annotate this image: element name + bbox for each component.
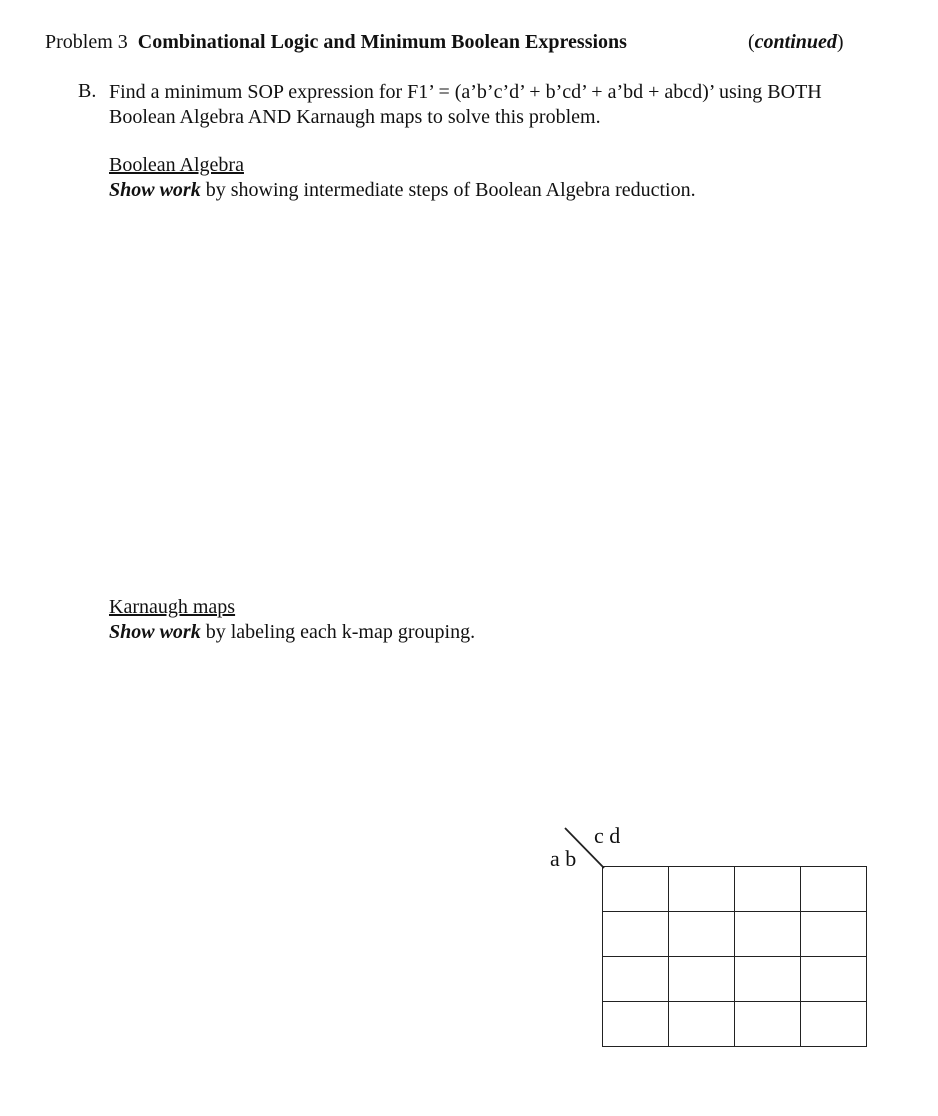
continued-text: continued <box>754 31 837 53</box>
continued-label: (continued) <box>748 31 844 53</box>
boolean-algebra-title: Boolean Algebra <box>109 154 244 176</box>
kmap-cell[interactable] <box>669 957 735 1002</box>
part-letter: B. <box>78 80 97 102</box>
problem-header <box>45 31 627 54</box>
kmap-cell[interactable] <box>603 867 669 912</box>
instruction-text: by showing intermediate steps of Boolean Algebra reduction. <box>200 179 696 201</box>
kmap-row-variables: a b <box>550 846 577 871</box>
show-work-label: Show work <box>109 621 201 643</box>
question-text <box>109 80 822 130</box>
kmap-row <box>603 957 867 1002</box>
karnaugh-maps-title: Karnaugh maps <box>109 596 236 618</box>
problem-label: Problem 3 <box>45 31 128 53</box>
kmap-cell[interactable] <box>669 867 735 912</box>
kmap-row <box>603 867 867 912</box>
question-line-2: Boolean Algebra AND Karnaugh maps to solve this problem. <box>109 106 601 128</box>
kmap-cell[interactable] <box>603 1002 669 1047</box>
kmap-cell[interactable] <box>669 1002 735 1047</box>
problem-title: Combinational Logic and Minimum Boolean Expressions <box>137 31 627 53</box>
question-line-1: Find a minimum SOP expression for F1’ = (a’b’c’d’ + b’cd’ + a’bd + abcd)’ using BOTH <box>109 81 822 103</box>
kmap-row <box>603 912 867 957</box>
boolean-algebra-instruction <box>109 179 696 202</box>
kmap-cell[interactable] <box>603 957 669 1002</box>
kmap-cell[interactable] <box>801 912 867 957</box>
kmap-cell[interactable] <box>735 957 801 1002</box>
show-work-label: Show work <box>109 179 201 201</box>
kmap-row <box>603 1002 867 1047</box>
instruction-text: by labeling each k-map grouping. <box>200 621 476 643</box>
kmap-column-variables: c d <box>594 823 621 848</box>
kmap-cell[interactable] <box>603 912 669 957</box>
kmap-cell[interactable] <box>801 957 867 1002</box>
kmap-cell[interactable] <box>735 867 801 912</box>
kmap-cell[interactable] <box>735 912 801 957</box>
kmap-cell[interactable] <box>735 1002 801 1047</box>
kmap-grid <box>602 866 867 1047</box>
karnaugh-instruction <box>109 621 475 644</box>
kmap-cell[interactable] <box>801 867 867 912</box>
kmap-cell[interactable] <box>669 912 735 957</box>
kmap-cell[interactable] <box>801 1002 867 1047</box>
